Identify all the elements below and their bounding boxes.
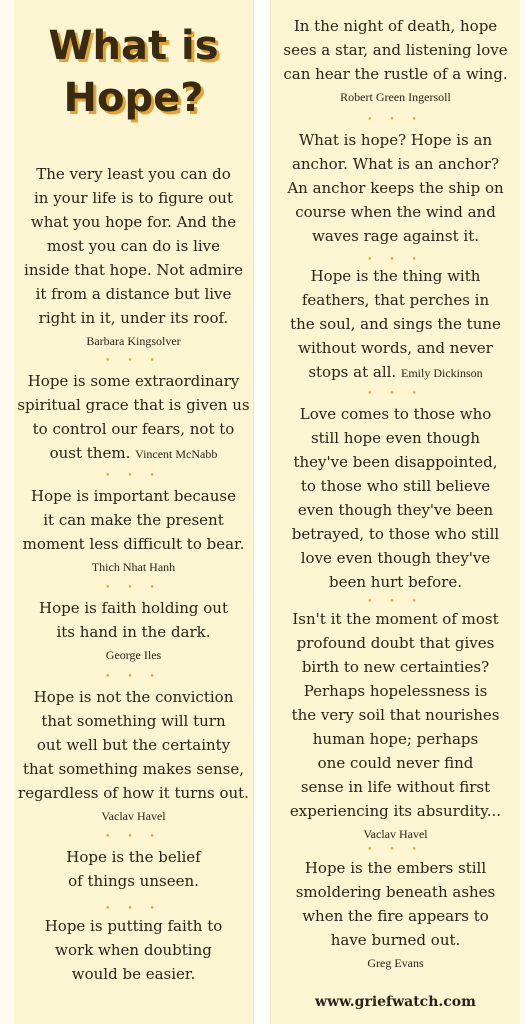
quote-text: Hope is faith holding out its hand in the dark. [38, 599, 228, 641]
separator-dots: • • • [105, 904, 162, 914]
quote-author: Emily Dickinson [400, 366, 483, 380]
quote-text: Hope is not the conviction that something will turn out well but the certainty that something makes sense, regardless of how it turns out. [18, 688, 249, 802]
quote-text: Hope is putting faith to work when doubting would be easier. [44, 917, 223, 983]
title-block [14, 20, 253, 124]
quote-block [271, 128, 520, 248]
quote-block [14, 162, 253, 350]
quote-block [271, 14, 520, 106]
quote-text: Hope is important because it can make the present moment less difficult to bear. [22, 487, 245, 553]
quote-text: What is hope? Hope is an anchor. What is an anchor? An anchor keeps the ship on course when the wind and waves rage against it. [287, 131, 504, 245]
quote-author: Vincent McNabb [135, 447, 218, 461]
quote-text [14, 369, 253, 466]
quote-author: George Iles [105, 648, 162, 662]
quote-text-body: Hope is the thing with feathers, that perches in the soul, and sings the tune without words, and never stops at all. [290, 267, 501, 381]
quote-block [271, 856, 520, 972]
quote-block [14, 845, 253, 893]
website-link[interactable]: www.griefwatch.com [315, 994, 476, 1010]
separator-dots: • • • [105, 356, 162, 366]
quote-text [271, 264, 520, 385]
left-bookmark [14, 0, 254, 1024]
bookmark-gap [254, 0, 270, 1024]
quote-text: Love comes to those who still hope even though they've been disappointed, to those who still believe even though they've been betrayed, to those who still love even though they've been hurt before. [291, 405, 500, 591]
quote-text: In the night of death, hope sees a star, and listening love can hear the rustle of a wing. [283, 17, 508, 83]
quote-text-body: Hope is some extraordinary spiritual grace that is given us to control our fears, not to oust them. [17, 372, 250, 462]
quote-block [14, 596, 253, 664]
quote-block [271, 607, 520, 843]
quote-block [14, 914, 253, 986]
page-title-line2: Hope? [63, 75, 204, 121]
quote-block [14, 484, 253, 576]
separator-dots: • • • [367, 255, 424, 265]
quote-author: Thich Nhat Hanh [91, 560, 176, 574]
quote-author: Greg Evans [367, 956, 424, 970]
separator-dots: • • • [105, 583, 162, 593]
separator-dots: • • • [367, 389, 424, 399]
separator-dots: • • • [105, 471, 162, 481]
quote-block [14, 369, 253, 466]
page-title-line1: What is [48, 23, 219, 69]
quote-text: Hope is the embers still smoldering beneath ashes when the fire appears to have burned out. [295, 859, 496, 949]
separator-dots: • • • [105, 672, 162, 682]
quote-text: Isn't it the moment of most profound doubt that gives birth to new certainties? Perhaps hopelessness is the very soil that nourishes human hope; perhaps one could never find sense in life without first experiencing its absurdity... [289, 610, 502, 820]
separator-dots: • • • [367, 845, 424, 855]
quote-text: Hope is the belief of things unseen. [66, 848, 201, 890]
separator-dots: • • • [105, 832, 162, 842]
quote-author: Robert Green Ingersoll [340, 90, 451, 104]
separator-dots: • • • [367, 115, 424, 125]
quote-text: The very least you can do in your life is to figure out what you hope for. And the most you can do is live inside that hope. Not admire it from a distance but live right in it, under its roof. [24, 165, 243, 327]
quote-author: Vaclav Havel [363, 827, 428, 841]
quote-author: Barbara Kingsolver [86, 334, 181, 348]
quote-block [271, 402, 520, 594]
separator-dots: • • • [367, 597, 424, 607]
quote-author: Vaclav Havel [101, 809, 166, 823]
quote-block [14, 685, 253, 825]
right-bookmark [270, 0, 520, 1024]
quote-block [271, 264, 520, 385]
